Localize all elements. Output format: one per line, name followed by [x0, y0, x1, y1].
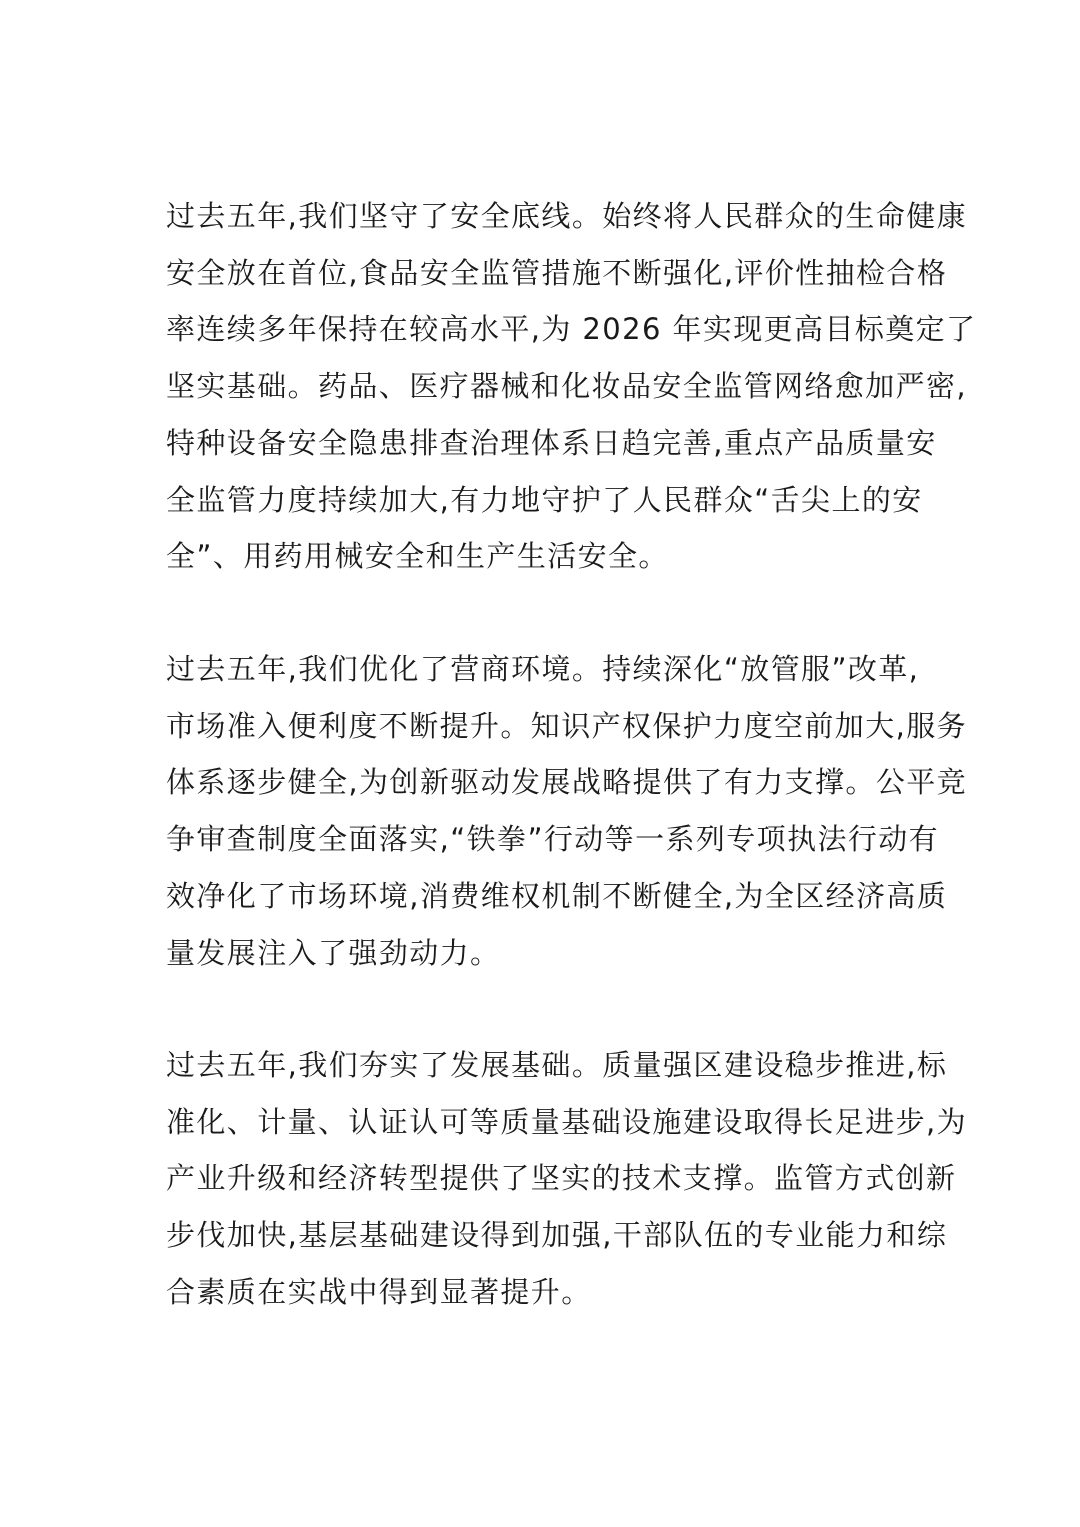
paragraph-business-environment — [166, 641, 968, 981]
text-line: 产业升级和经济转型提供了坚实的技术支撑。监管方式创新 — [166, 1161, 957, 1196]
text-line: 安全放在首位,食品安全监管措施不断强化,评价性抽检合格 — [166, 255, 948, 290]
text-line: 坚实基础。药品、医疗器械和化妆品安全监管网络愈加严密, — [166, 369, 968, 404]
text-line: 过去五年,我们坚守了安全底线。始终将人民群众的生命健康 — [166, 199, 968, 233]
text-line: 合素质在实战中得到显著提升。 — [166, 1274, 592, 1309]
text-line: 率连续多年保持在较高水平,为 2026 年实现更高目标奠定了 — [166, 312, 977, 347]
text-line: 体系逐步健全,为创新驱动发展战略提供了有力支撑。公平竞 — [166, 765, 968, 800]
text-line: 步伐加快,基层基础建设得到加强,干部队伍的专业能力和综 — [166, 1218, 948, 1253]
paragraph-development-foundation — [166, 1037, 968, 1321]
text-line: 全监管力度持续加大,有力地守护了人民群众“舌尖上的安 — [166, 482, 923, 517]
text-line: 特种设备安全隐患排查治理体系日趋完善,重点产品质量安 — [166, 425, 937, 460]
text-line: 市场准入便利度不断提升。知识产权保护力度空前加大,服务 — [166, 708, 968, 743]
text-line: 过去五年,我们优化了营商环境。持续深化“放管服”改革, — [166, 652, 920, 686]
text-line: 准化、计量、认证认可等质量基础设施建设取得长足进步,为 — [166, 1104, 968, 1139]
text-line: 争审查制度全面落实,“铁拳”行动等一系列专项执法行动有 — [166, 822, 940, 857]
text-line: 量发展注入了强劲动力。 — [166, 935, 501, 970]
text-line: 过去五年,我们夯实了发展基础。质量强区建设稳步推进,标 — [166, 1048, 948, 1082]
text-line: 全”、用药用械安全和生产生活安全。 — [166, 539, 669, 574]
text-line: 效净化了市场环境,消费维权机制不断健全,为全区经济高质 — [166, 878, 948, 913]
paragraph-safety — [166, 188, 977, 585]
